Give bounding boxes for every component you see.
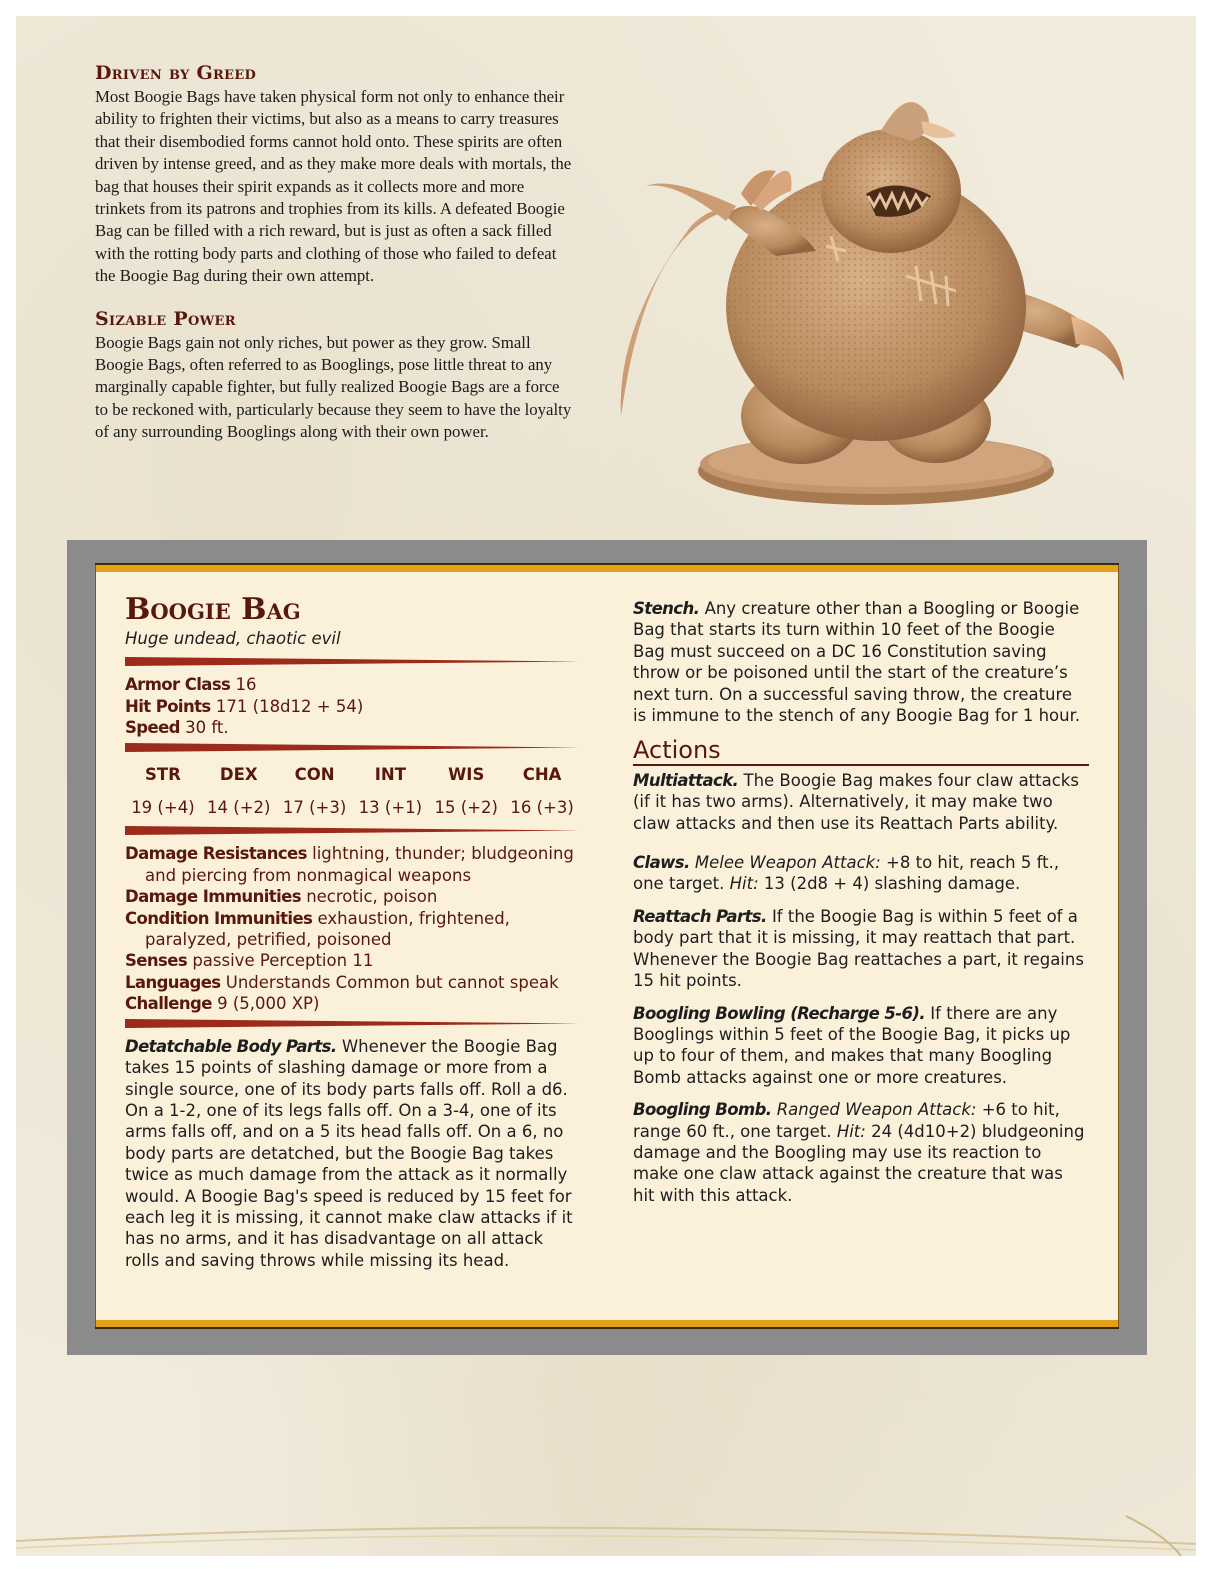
statblock-frame <box>67 540 1147 1355</box>
statblock-left-column <box>125 592 580 1282</box>
divider-taper <box>125 657 580 666</box>
actions-heading: Actions <box>633 740 1089 765</box>
damage-immunities: Damage Immunities necrotic, poison <box>125 887 438 907</box>
action-reattach-parts: Reattach Parts. If the Boogie Bag is within 5 feet of a body part that it is missing, it may reattach that part. Whenever the Boogie Bag reattaches a part, it regains 15 hit points. <box>633 906 1084 991</box>
lore-paragraph: Most Boogie Bags have taken physical form not only to enhance their ability to frighten their victims, but also as a means to carry treasures that their disembodied forms cannot hold onto. These spirits are often driven by intense greed, and as they make more deals with mortals, the bag that houses their spirit expands as it collects more and more trinkets from its patrons and trophies from its kills. A defeated Boogie Bag can be filled with a rich reward, but is just as often a sack filled with the rotting body parts and clothing of those who failed to defeat the Boogie Bag during their own attempt. <box>95 87 572 286</box>
ability-score-dex: 14 (+2) <box>207 798 271 818</box>
action-claws: Claws. Melee Weapon Attack: +8 to hit, reach 5 ft., one target. Hit: 13 (2d8 + 4) slashing damage. <box>633 853 1060 894</box>
lore-heading: Driven by Greed <box>95 62 257 84</box>
ability-score-int: 13 (+1) <box>358 798 423 818</box>
damage-resistances: Damage Resistances lightning, thunder; bludgeoning and piercing from nonmagical weapons <box>125 844 574 885</box>
ability-score-str: 19 (+4) <box>131 798 195 818</box>
action-boogling-bomb: Boogling Bomb. Ranged Weapon Attack: +6 to hit, range 60 ft., one target. Hit: 24 (4d10+2) bludgeoning damage and the Boogling may use its reaction to make one claw attack against the creature that was hit with this attack. <box>633 1100 1085 1205</box>
ability-score-wis: 15 (+2) <box>434 798 498 818</box>
hit-points: Hit Points 171 (18d12 + 54) <box>125 696 364 716</box>
lore-heading: Sizable Power <box>95 307 236 330</box>
condition-immunities: Condition Immunities exhaustion, frightened, paralyzed, petrified, poisoned <box>125 908 510 950</box>
lore-paragraph: Boogie Bags gain not only riches, but power as they grow. Small Boogie Bags, often referred to as Booglings, pose little threat to any marginally capable fighter, but fully realized Boogie Bags are a force to be reckoned with, particularly because they seem to have the loyalty of any surrounding Booglings along with their own power. <box>95 332 572 442</box>
languages: Languages Understands Common but cannot speak <box>125 972 559 992</box>
ability-names-row <box>125 760 580 793</box>
ability-score-cha: 16 (+3) <box>510 798 574 818</box>
ability-name-wis: WIS <box>448 764 485 784</box>
lore-section-power <box>95 308 575 444</box>
ability-name-con: CON <box>294 764 335 784</box>
ability-scores-table <box>125 760 580 823</box>
action-boogling-bowling: Boogling Bowling (Recharge 5-6). If there are any Booglings within 5 feet of the Boogie Bag, it picks up up to four of them, and makes that many Boogling Bomb attacks against one or more creatures. <box>633 1003 1071 1087</box>
armor-class: Armor Class 16 <box>125 675 257 695</box>
challenge: Challenge 9 (5,000 XP) <box>125 994 320 1014</box>
monster-name: Boogie Bag <box>125 592 301 627</box>
divider-taper <box>125 1019 580 1028</box>
page <box>16 16 1196 1556</box>
statblock <box>96 565 1118 1327</box>
ability-scores-row <box>125 793 580 822</box>
lore-column <box>95 62 575 464</box>
statblock-right-column <box>633 598 1089 1217</box>
ability-name-cha: CHA <box>522 764 562 784</box>
action-multiattack: Multiattack. The Boogie Bag makes four claw attacks (if it has two arms). Alternatively, it may make two claw attacks and then use its Reattach Parts ability. <box>633 770 1079 833</box>
senses: Senses passive Perception 11 <box>125 951 374 971</box>
ability-name-str: STR <box>144 764 181 784</box>
monster-type: Huge undead, chaotic evil <box>125 629 341 648</box>
ability-score-con: 17 (+3) <box>282 798 347 818</box>
ability-name-int: INT <box>374 764 406 784</box>
speed: Speed 30 ft. <box>125 718 229 738</box>
ability-name-dex: DEX <box>219 764 258 784</box>
trait-stench: Stench. Any creature other than a Boogling or Boogie Bag that starts its turn within 10 feet of the Boogie Bag must succeed on a DC 16 Constitution saving throw or be poisoned until the start of the creature’s next turn. On a successful saving throw, the creature is immune to the stench of any Boogie Bag for 1 hour. <box>633 599 1081 726</box>
page-footer-ornament <box>16 1486 1196 1556</box>
lore-section-greed <box>95 62 575 288</box>
trait-detachable-body-parts: Detatchable Body Parts. Whenever the Boogie Bag takes 15 points of slashing damage or more from a single source, one of its body parts falls off. Roll a d6. On a 1-2, one of its legs falls off. On a 3-4, one of its arms falls off, and on a 5 its head falls off. On a 6, no body parts are detatched, but the Boogie Bag takes twice as much damage from the attack as it normally would. A Boogie Bag's speed is reduced by 15 feet for each leg it is missing, it cannot make claw attacks if it has no arms, and it has disadvantage on all attack rolls and saving throws while missing its head. <box>125 1036 573 1270</box>
divider-taper <box>125 826 580 835</box>
divider-taper <box>125 743 580 752</box>
boogie-bag-miniature-image <box>576 76 1136 516</box>
